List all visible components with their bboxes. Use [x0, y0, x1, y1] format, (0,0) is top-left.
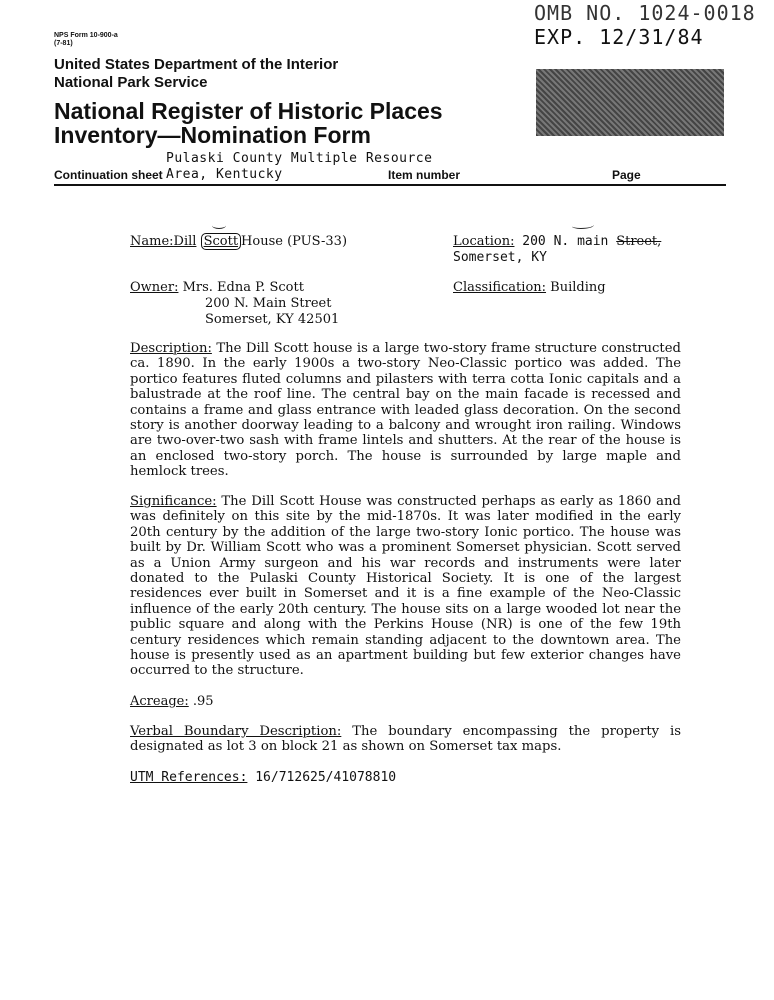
name-label: Name:: [130, 234, 174, 249]
acreage-value: .95: [192, 694, 214, 709]
location-label: Location:: [453, 234, 515, 249]
significance-text: The Dill Scott House was constructed perhaps as early as 1860 and was definitely on this site by the mid-1870s. It was later modified in the early 20th century by the addition of the large two-story Ionic portico. The house was built by Dr. William Scott who was a prominent Somerset physician. Scott served as a Union Army surgeon and his war records and instruments were later donated to the Pulaski County Historical Society. It is one of the largest residences ever built in Somerset and it is a fine example of the Neo-Classic influence of the early 20th century. The house sits on a large wooded lot near the public square and along with the Perkins House (NR) is one of the few 19th century residences which remain standing adjacent to the downtown area. The house is presently used as an apartment building but few exterior changes have occurred to the structure.: [130, 494, 681, 679]
acreage-label: Acreage:: [130, 694, 189, 709]
description-label: Description:: [130, 341, 212, 356]
redacted-stamp-block: [536, 69, 724, 136]
expiration-date: EXP. 12/31/84: [534, 25, 704, 49]
continuation-sheet-label: Continuation sheet: [54, 168, 163, 182]
property-name-field: [130, 233, 347, 250]
form-number: NPS Form 10-900-a: [54, 32, 118, 39]
location-address: 200 N. main: [522, 234, 609, 249]
form-title-line1: National Register of Historic Places: [54, 98, 443, 124]
form-title-line2: Inventory—Nomination Form: [54, 122, 371, 148]
classification-label: Classification:: [453, 280, 547, 295]
location-struck-word: Street,: [616, 234, 662, 249]
form-revision: (7-81): [54, 40, 73, 47]
page-label: Page: [612, 168, 641, 182]
description-paragraph: [130, 341, 681, 480]
name-part1: Dill: [173, 234, 197, 249]
classification-field: [453, 279, 606, 296]
verbal-boundary-label: Verbal Boundary Description:: [130, 724, 342, 739]
verbal-boundary-text: The boundary encompassing the property is designated as lot 3 on block 21 as shown on Somerset tax maps.: [130, 724, 682, 755]
omb-number: OMB NO. 1024-0018: [534, 1, 756, 25]
utm-field: [130, 769, 396, 786]
location-line2: Somerset, KY: [453, 250, 547, 265]
owner-field: [130, 279, 304, 296]
owner-name: Mrs. Edna P. Scott: [182, 280, 304, 295]
verbal-boundary-paragraph: [130, 724, 681, 755]
utm-value: 16/712625/41078810: [255, 770, 397, 785]
department-name: United States Department of the Interior: [54, 56, 339, 73]
form-identifier: [54, 32, 118, 48]
description-text: The Dill Scott house is a large two-story frame structure constructed ca. 1890. In the early 1900s a two-story Neo-Classic portico was added. The portico features fluted columns and pilasters with terra cotta Ionic capitals and a balustrade at the roof line. The central bay on the main facade is recessed and contains a frame and glass entrance with leaded glass decoration. On the second story is another doorway leading to a balcony and wrought iron railing. Windows are two-over-two sash with frame lintels and shutters. At the rear of the house is an enclosed two-story porch. The house is surrounded by large maple and hemlock trees.: [130, 341, 681, 480]
classification-value: Building: [550, 280, 606, 295]
utm-label: UTM References:: [130, 770, 248, 785]
resource-line2: Area, Kentucky: [166, 167, 283, 182]
significance-paragraph: [130, 494, 681, 679]
name-part3: House (PUS-33): [241, 234, 348, 249]
name-part2-circled: Scott: [201, 233, 241, 250]
acreage-field: [130, 693, 214, 710]
owner-label: Owner:: [130, 280, 179, 295]
agency-name: National Park Service: [54, 74, 208, 91]
handwritten-mark: [212, 222, 226, 229]
significance-label: Significance:: [130, 494, 217, 509]
handwritten-mark: [572, 222, 594, 229]
location-line1: [453, 233, 661, 250]
owner-street: 200 N. Main Street: [205, 296, 332, 311]
header-rule: [54, 184, 726, 186]
item-number-label: Item number: [388, 168, 461, 182]
resource-line1: Pulaski County Multiple Resource: [166, 151, 433, 166]
owner-city: Somerset, KY 42501: [205, 312, 340, 327]
